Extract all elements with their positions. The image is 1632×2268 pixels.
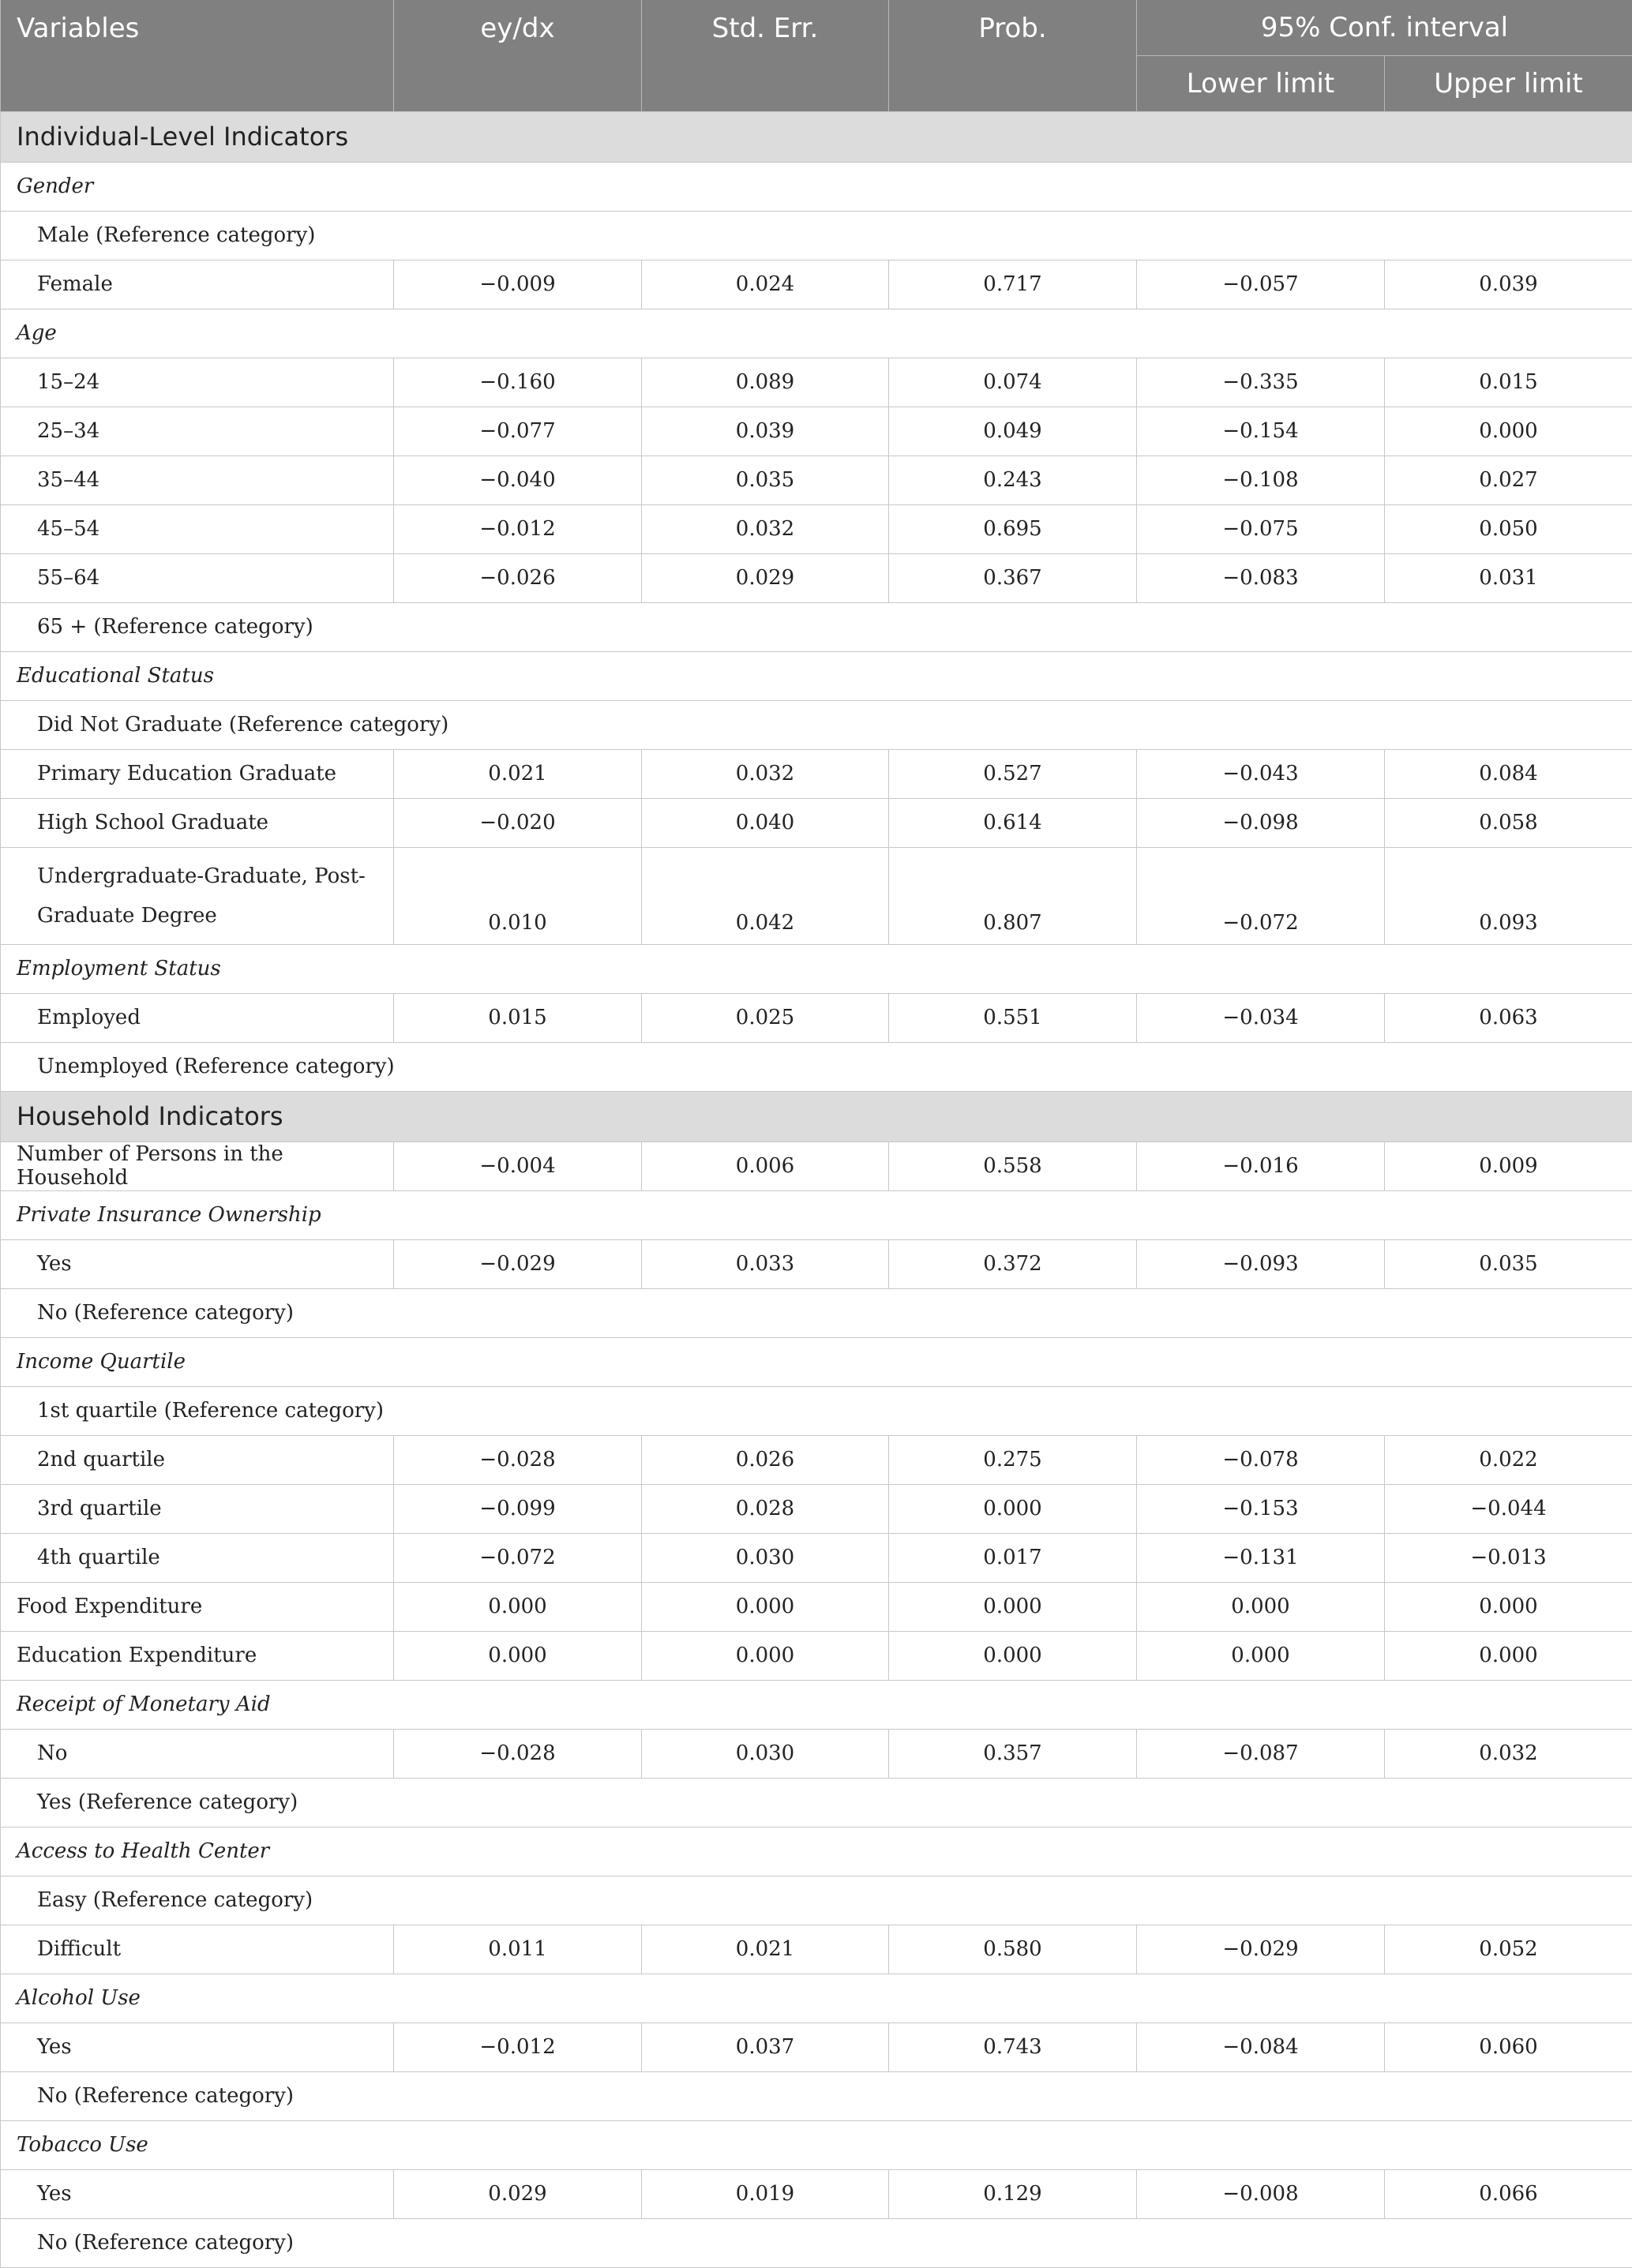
std-err-value: 0.024: [642, 260, 889, 309]
upper-limit-value: 0.039: [1385, 260, 1632, 309]
std-err-value: 0.019: [642, 2169, 889, 2218]
section-label: Household Indicators: [1, 1091, 1632, 1141]
upper-limit-value: 0.031: [1385, 553, 1632, 602]
eydx-value: −0.012: [394, 2022, 642, 2071]
lower-limit-value: 0.000: [1137, 1582, 1385, 1631]
std-err-value: 0.006: [642, 1141, 889, 1190]
table-row: [1, 847, 1632, 944]
reference-row: [1, 1042, 1632, 1091]
upper-limit-value: 0.015: [1385, 358, 1632, 407]
lower-limit-value: −0.008: [1137, 2169, 1385, 2218]
upper-limit-value: 0.022: [1385, 1435, 1632, 1484]
std-err-value: 0.000: [642, 1631, 889, 1680]
group-row: [1, 162, 1632, 211]
group-label: Receipt of Monetary Aid: [1, 1680, 1632, 1729]
group-row: [1, 1974, 1632, 2022]
eydx-value: 0.011: [394, 1925, 642, 1974]
eydx-value: −0.072: [394, 1533, 642, 1582]
std-err-value: 0.042: [642, 847, 889, 944]
upper-limit-value: 0.000: [1385, 1631, 1632, 1680]
upper-limit-value: 0.000: [1385, 407, 1632, 455]
table-row: [1, 1141, 1632, 1190]
eydx-value: −0.028: [394, 1435, 642, 1484]
table-row: [1, 1533, 1632, 1582]
std-err-value: 0.035: [642, 455, 889, 504]
table-row: [1, 455, 1632, 504]
lower-limit-value: −0.078: [1137, 1435, 1385, 1484]
lower-limit-value: 0.000: [1137, 1631, 1385, 1680]
table-row: [1, 553, 1632, 602]
prob-value: 0.614: [889, 798, 1137, 847]
lower-limit-value: −0.072: [1137, 847, 1385, 944]
group-label: Age: [1, 309, 1632, 358]
prob-value: 0.129: [889, 2169, 1137, 2218]
upper-limit-value: 0.066: [1385, 2169, 1632, 2218]
variable-label: Difficult: [1, 1925, 394, 1974]
prob-value: 0.717: [889, 260, 1137, 309]
eydx-value: −0.009: [394, 260, 642, 309]
eydx-value: −0.040: [394, 455, 642, 504]
prob-value: 0.695: [889, 504, 1137, 553]
header-variables: Variables: [1, 0, 394, 111]
variable-label: Employed: [1, 993, 394, 1042]
prob-value: 0.527: [889, 749, 1137, 798]
variable-label: 35–44: [1, 455, 394, 504]
std-err-value: 0.033: [642, 1239, 889, 1288]
lower-limit-value: −0.034: [1137, 993, 1385, 1042]
group-row: [1, 1337, 1632, 1386]
prob-value: 0.000: [889, 1582, 1137, 1631]
table-row: [1, 358, 1632, 407]
group-row: [1, 1190, 1632, 1239]
variable-label: Yes: [1, 2169, 394, 2218]
std-err-value: 0.021: [642, 1925, 889, 1974]
variable-label: Primary Education Graduate: [1, 749, 394, 798]
eydx-value: −0.029: [394, 1239, 642, 1288]
group-row: [1, 944, 1632, 993]
upper-limit-value: 0.063: [1385, 993, 1632, 1042]
table-row: [1, 2022, 1632, 2071]
group-row: [1, 1680, 1632, 1729]
prob-value: 0.580: [889, 1925, 1137, 1974]
group-label: Access to Health Center: [1, 1827, 1632, 1876]
reference-label: Unemployed (Reference category): [1, 1042, 1632, 1091]
table-row: [1, 1925, 1632, 1974]
eydx-value: 0.029: [394, 2169, 642, 2218]
variable-label: Yes: [1, 1239, 394, 1288]
table-header: [1, 0, 1632, 111]
eydx-value: 0.015: [394, 993, 642, 1042]
prob-value: 0.367: [889, 553, 1137, 602]
variable-label: Number of Persons in the Household: [1, 1141, 394, 1190]
reference-label: No (Reference category): [1, 2071, 1632, 2120]
eydx-value: 0.010: [394, 847, 642, 944]
reference-label: Did Not Graduate (Reference category): [1, 700, 1632, 749]
reference-row: [1, 602, 1632, 651]
upper-limit-value: −0.044: [1385, 1484, 1632, 1533]
std-err-value: 0.032: [642, 749, 889, 798]
lower-limit-value: −0.043: [1137, 749, 1385, 798]
variable-label: Female: [1, 260, 394, 309]
std-err-value: 0.030: [642, 1729, 889, 1778]
prob-value: 0.743: [889, 2022, 1137, 2071]
reference-row: [1, 1386, 1632, 1435]
table-row: [1, 1484, 1632, 1533]
prob-value: 0.017: [889, 1533, 1137, 1582]
group-label: Educational Status: [1, 651, 1632, 700]
lower-limit-value: −0.084: [1137, 2022, 1385, 2071]
reference-row: [1, 211, 1632, 260]
lower-limit-value: −0.016: [1137, 1141, 1385, 1190]
reference-label: No (Reference category): [1, 1288, 1632, 1337]
std-err-value: 0.037: [642, 2022, 889, 2071]
reference-row: [1, 1876, 1632, 1925]
prob-value: 0.558: [889, 1141, 1137, 1190]
reference-label: No (Reference category): [1, 2218, 1632, 2267]
std-err-value: 0.039: [642, 407, 889, 455]
std-err-value: 0.025: [642, 993, 889, 1042]
upper-limit-value: 0.060: [1385, 2022, 1632, 2071]
prob-value: 0.000: [889, 1631, 1137, 1680]
group-row: [1, 2120, 1632, 2169]
upper-limit-value: 0.052: [1385, 1925, 1632, 1974]
group-row: [1, 651, 1632, 700]
lower-limit-value: −0.098: [1137, 798, 1385, 847]
upper-limit-value: 0.027: [1385, 455, 1632, 504]
prob-value: 0.275: [889, 1435, 1137, 1484]
variable-label: No: [1, 1729, 394, 1778]
reference-row: [1, 1778, 1632, 1827]
upper-limit-value: 0.000: [1385, 1582, 1632, 1631]
variable-label: 55–64: [1, 553, 394, 602]
std-err-value: 0.040: [642, 798, 889, 847]
table-row: [1, 407, 1632, 455]
lower-limit-value: −0.154: [1137, 407, 1385, 455]
group-row: [1, 309, 1632, 358]
table-row: [1, 1435, 1632, 1484]
eydx-value: −0.020: [394, 798, 642, 847]
reference-label: Yes (Reference category): [1, 1778, 1632, 1827]
prob-value: 0.357: [889, 1729, 1137, 1778]
std-err-value: 0.030: [642, 1533, 889, 1582]
lower-limit-value: −0.087: [1137, 1729, 1385, 1778]
group-label: Tobacco Use: [1, 2120, 1632, 2169]
std-err-value: 0.029: [642, 553, 889, 602]
eydx-value: −0.026: [394, 553, 642, 602]
prob-value: 0.243: [889, 455, 1137, 504]
lower-limit-value: −0.057: [1137, 260, 1385, 309]
eydx-value: −0.160: [394, 358, 642, 407]
group-label: Employment Status: [1, 944, 1632, 993]
reference-row: [1, 2218, 1632, 2267]
lower-limit-value: −0.083: [1137, 553, 1385, 602]
variable-label: High School Graduate: [1, 798, 394, 847]
eydx-value: −0.028: [394, 1729, 642, 1778]
variable-label: 15–24: [1, 358, 394, 407]
eydx-value: −0.099: [394, 1484, 642, 1533]
variable-label: Food Expenditure: [1, 1582, 394, 1631]
eydx-value: −0.077: [394, 407, 642, 455]
variable-label: 25–34: [1, 407, 394, 455]
table-row: [1, 2169, 1632, 2218]
header-eydx: ey/dx: [394, 0, 642, 111]
group-row: [1, 1827, 1632, 1876]
std-err-value: 0.032: [642, 504, 889, 553]
eydx-value: 0.021: [394, 749, 642, 798]
prob-value: 0.049: [889, 407, 1137, 455]
lower-limit-value: −0.335: [1137, 358, 1385, 407]
prob-value: 0.551: [889, 993, 1137, 1042]
eydx-value: 0.000: [394, 1582, 642, 1631]
table-row: [1, 1239, 1632, 1288]
group-label: Income Quartile: [1, 1337, 1632, 1386]
std-err-value: 0.028: [642, 1484, 889, 1533]
table-row: [1, 260, 1632, 309]
upper-limit-value: 0.050: [1385, 504, 1632, 553]
reference-row: [1, 700, 1632, 749]
variable-label: 4th quartile: [1, 1533, 394, 1582]
variable-label: Education Expenditure: [1, 1631, 394, 1680]
table-row: [1, 798, 1632, 847]
upper-limit-value: 0.009: [1385, 1141, 1632, 1190]
variable-label: 2nd quartile: [1, 1435, 394, 1484]
eydx-value: −0.012: [394, 504, 642, 553]
group-label: Gender: [1, 162, 1632, 211]
lower-limit-value: −0.029: [1137, 1925, 1385, 1974]
header-lower-limit: Lower limit: [1137, 55, 1385, 111]
eydx-value: 0.000: [394, 1631, 642, 1680]
variable-label: 45–54: [1, 504, 394, 553]
upper-limit-value: 0.035: [1385, 1239, 1632, 1288]
std-err-value: 0.089: [642, 358, 889, 407]
upper-limit-value: 0.093: [1385, 847, 1632, 944]
table-row: [1, 1631, 1632, 1680]
variable-label: Undergraduate-Graduate, Post-Graduate Degree: [1, 847, 394, 944]
table-body: [1, 111, 1632, 2267]
section-row: [1, 1091, 1632, 1141]
lower-limit-value: −0.131: [1137, 1533, 1385, 1582]
header-conf-interval: 95% Conf. interval: [1137, 0, 1632, 55]
prob-value: 0.000: [889, 1484, 1137, 1533]
table-row: [1, 1582, 1632, 1631]
prob-value: 0.807: [889, 847, 1137, 944]
std-err-value: 0.026: [642, 1435, 889, 1484]
lower-limit-value: −0.153: [1137, 1484, 1385, 1533]
upper-limit-value: −0.013: [1385, 1533, 1632, 1582]
table-row: [1, 504, 1632, 553]
reference-row: [1, 2071, 1632, 2120]
reference-label: Easy (Reference category): [1, 1876, 1632, 1925]
table-row: [1, 993, 1632, 1042]
lower-limit-value: −0.075: [1137, 504, 1385, 553]
section-row: [1, 111, 1632, 162]
section-label: Individual-Level Indicators: [1, 111, 1632, 162]
variable-label: 3rd quartile: [1, 1484, 394, 1533]
upper-limit-value: 0.032: [1385, 1729, 1632, 1778]
lower-limit-value: −0.108: [1137, 455, 1385, 504]
header-std-err: Std. Err.: [642, 0, 889, 111]
lower-limit-value: −0.093: [1137, 1239, 1385, 1288]
reference-row: [1, 1288, 1632, 1337]
table-row: [1, 1729, 1632, 1778]
header-prob: Prob.: [889, 0, 1137, 111]
prob-value: 0.074: [889, 358, 1137, 407]
reference-label: Male (Reference category): [1, 211, 1632, 260]
upper-limit-value: 0.058: [1385, 798, 1632, 847]
upper-limit-value: 0.084: [1385, 749, 1632, 798]
std-err-value: 0.000: [642, 1582, 889, 1631]
table-row: [1, 749, 1632, 798]
prob-value: 0.372: [889, 1239, 1137, 1288]
reference-label: 65 + (Reference category): [1, 602, 1632, 651]
variable-label: Yes: [1, 2022, 394, 2071]
eydx-value: −0.004: [394, 1141, 642, 1190]
group-label: Alcohol Use: [1, 1974, 1632, 2022]
header-upper-limit: Upper limit: [1385, 55, 1632, 111]
group-label: Private Insurance Ownership: [1, 1190, 1632, 1239]
reference-label: 1st quartile (Reference category): [1, 1386, 1632, 1435]
